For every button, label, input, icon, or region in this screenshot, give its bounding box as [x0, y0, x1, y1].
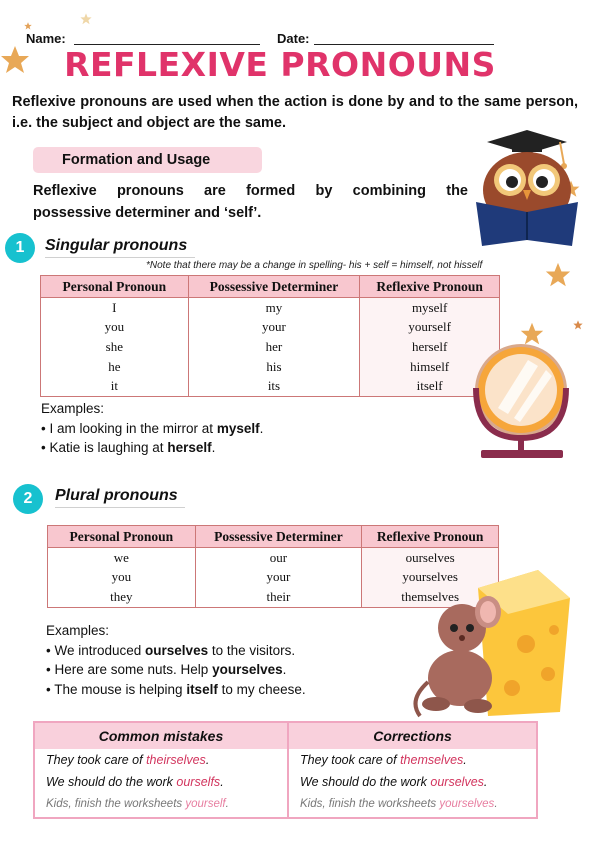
examples-label: Examples:: [46, 623, 110, 638]
section-underline: [55, 507, 185, 508]
star-icon: [545, 262, 571, 288]
plural-section-title: Plural pronouns: [55, 487, 178, 504]
example-item: • I am looking in the mirror at myself.: [41, 420, 264, 436]
example-item: • Here are some nuts. Help yourselves.: [46, 662, 287, 677]
header-personal: Personal Pronoun: [41, 276, 189, 298]
correction-item: They took care of themselves.: [300, 753, 467, 767]
examples-label: Examples:: [41, 401, 105, 416]
corrections-heading: Corrections: [289, 723, 536, 749]
formation-line-1: Reflexive pronouns are formed by combining the: [33, 183, 468, 199]
cell: you: [41, 318, 189, 338]
section-number-2: 2: [13, 484, 43, 514]
formation-text: [33, 180, 468, 224]
cell: she: [41, 337, 189, 357]
mouse-cheese-icon: [408, 570, 576, 720]
corrections-column: [289, 723, 536, 817]
singular-section-title: Singular pronouns: [45, 237, 188, 254]
cell: you: [48, 568, 196, 588]
section-number-1: 1: [5, 233, 35, 263]
formation-heading: Formation and Usage: [33, 147, 262, 173]
owl-reading-icon: [472, 128, 582, 248]
cell: themselves: [362, 587, 499, 607]
cell: his: [188, 357, 360, 377]
header-reflexive: Reflexive Pronoun: [360, 276, 500, 298]
table-row: [41, 376, 500, 396]
example-item: • The mouse is helping itself to my cheese.: [46, 681, 306, 697]
cell: our: [195, 548, 362, 568]
cell: himself: [360, 357, 500, 377]
singular-table: [40, 275, 500, 397]
example-item: • We introduced ourselves to the visitors.: [46, 642, 296, 658]
star-icon: [24, 22, 32, 30]
spelling-note: *Note that there may be a change in spelling- his + self = himself, not hisself: [146, 260, 483, 271]
mirror-icon: [468, 338, 580, 464]
cell: their: [195, 587, 362, 607]
section-underline: [45, 257, 195, 258]
table-row: [41, 337, 500, 357]
header-reflexive: Reflexive Pronoun: [362, 526, 499, 548]
star-icon: [80, 13, 92, 25]
cell: myself: [360, 298, 500, 318]
table-header-row: [48, 526, 499, 548]
cell: your: [188, 318, 360, 338]
mistakes-table: [33, 721, 538, 819]
name-label: Name:: [26, 31, 66, 46]
plural-examples: [46, 621, 446, 699]
singular-examples: [41, 399, 461, 458]
cell: he: [41, 357, 189, 377]
cell: itself: [360, 376, 500, 396]
table-row: [41, 318, 500, 338]
cell: they: [48, 587, 196, 607]
table-header-row: [41, 276, 500, 298]
mistake-item: Kids, finish the worksheets yourself.: [46, 798, 229, 810]
page-title: REFLEXIVE PRONOUNS: [64, 45, 496, 84]
date-line[interactable]: [314, 32, 494, 45]
cell: your: [195, 568, 362, 588]
formation-line-2: possessive determiner and ‘self’.: [33, 205, 262, 221]
correction-item: We should do the work ourselves.: [300, 775, 488, 789]
cell: herself: [360, 337, 500, 357]
table-row: [41, 357, 500, 377]
cell: her: [188, 337, 360, 357]
cell: I: [41, 298, 189, 318]
mistake-item: They took care of theirselves.: [46, 753, 210, 767]
header-possessive: Possessive Determiner: [195, 526, 362, 548]
table-row: [48, 548, 499, 568]
cell: its: [188, 376, 360, 396]
intro-text: Reflexive pronouns are used when the action is done by and to the same person, i.e. the subject and object are the same.: [12, 94, 578, 131]
cell: yourself: [360, 318, 500, 338]
cell: yourselves: [362, 568, 499, 588]
star-icon: [573, 320, 583, 330]
mistake-item: We should do the work ourselfs.: [46, 775, 224, 789]
name-line[interactable]: [74, 32, 260, 45]
header-personal: Personal Pronoun: [48, 526, 196, 548]
correction-item: Kids, finish the worksheets yourselves.: [300, 798, 498, 810]
example-item: • Katie is laughing at herself.: [41, 440, 216, 455]
cell: my: [188, 298, 360, 318]
header-possessive: Possessive Determiner: [188, 276, 360, 298]
date-label: Date:: [277, 31, 310, 46]
cell: we: [48, 548, 196, 568]
cell: ourselves: [362, 548, 499, 568]
table-row: [41, 298, 500, 318]
mistakes-column: [35, 723, 289, 817]
cell: it: [41, 376, 189, 396]
mistakes-heading: Common mistakes: [35, 723, 287, 749]
